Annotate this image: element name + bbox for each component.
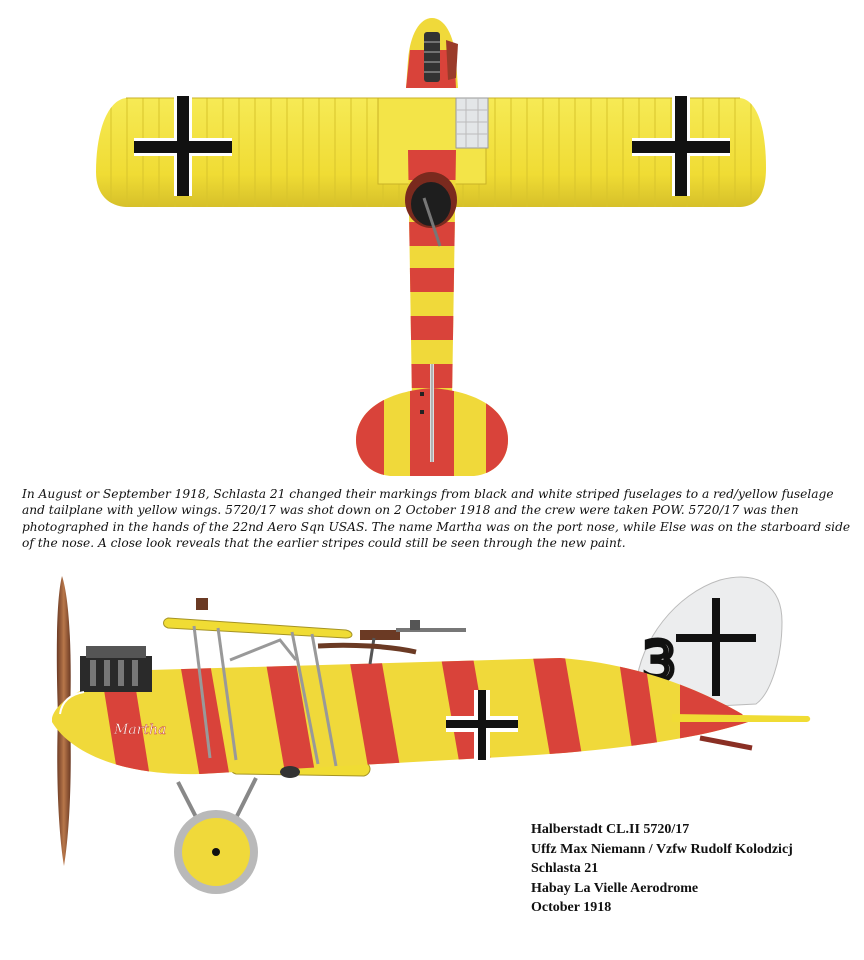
- top-tailplane: [350, 380, 520, 480]
- aircraft-designation: Halberstadt CL.II 5720/17: [531, 822, 690, 837]
- aerodrome-location: Habay La Vielle Aerodrome: [531, 880, 699, 896]
- top-nose: [406, 18, 458, 88]
- aircraft-info: [531, 820, 851, 918]
- machine-gun: [360, 620, 466, 664]
- nose-name: Martha: [114, 722, 167, 738]
- upper-wing-side: [164, 618, 353, 638]
- landing-gear: [174, 766, 300, 894]
- description-caption: In August or September 1918, Schlasta 21 changed their markings from black and white striped fuselages to a red/yellow fuselage and tailplane with yellow wings. 5720/17 was shot down on 2 October 1918 and the crew were taken POW. 5720/17 was then photographed in the hands of the 22nd Aero Sqn USAS. The name Martha was on the port nose, while Else was on the starboard side of the nose. A close look reveals that the earlier stripes could still be seen through the new paint.: [22, 487, 851, 551]
- date-label: October 1918: [531, 900, 612, 915]
- tail-number: 3: [642, 630, 677, 693]
- unit-name: Schlasta 21: [531, 861, 599, 876]
- crew-names: Uffz Max Niemann / Vzfw Rudolf Kolodzicj: [531, 841, 793, 857]
